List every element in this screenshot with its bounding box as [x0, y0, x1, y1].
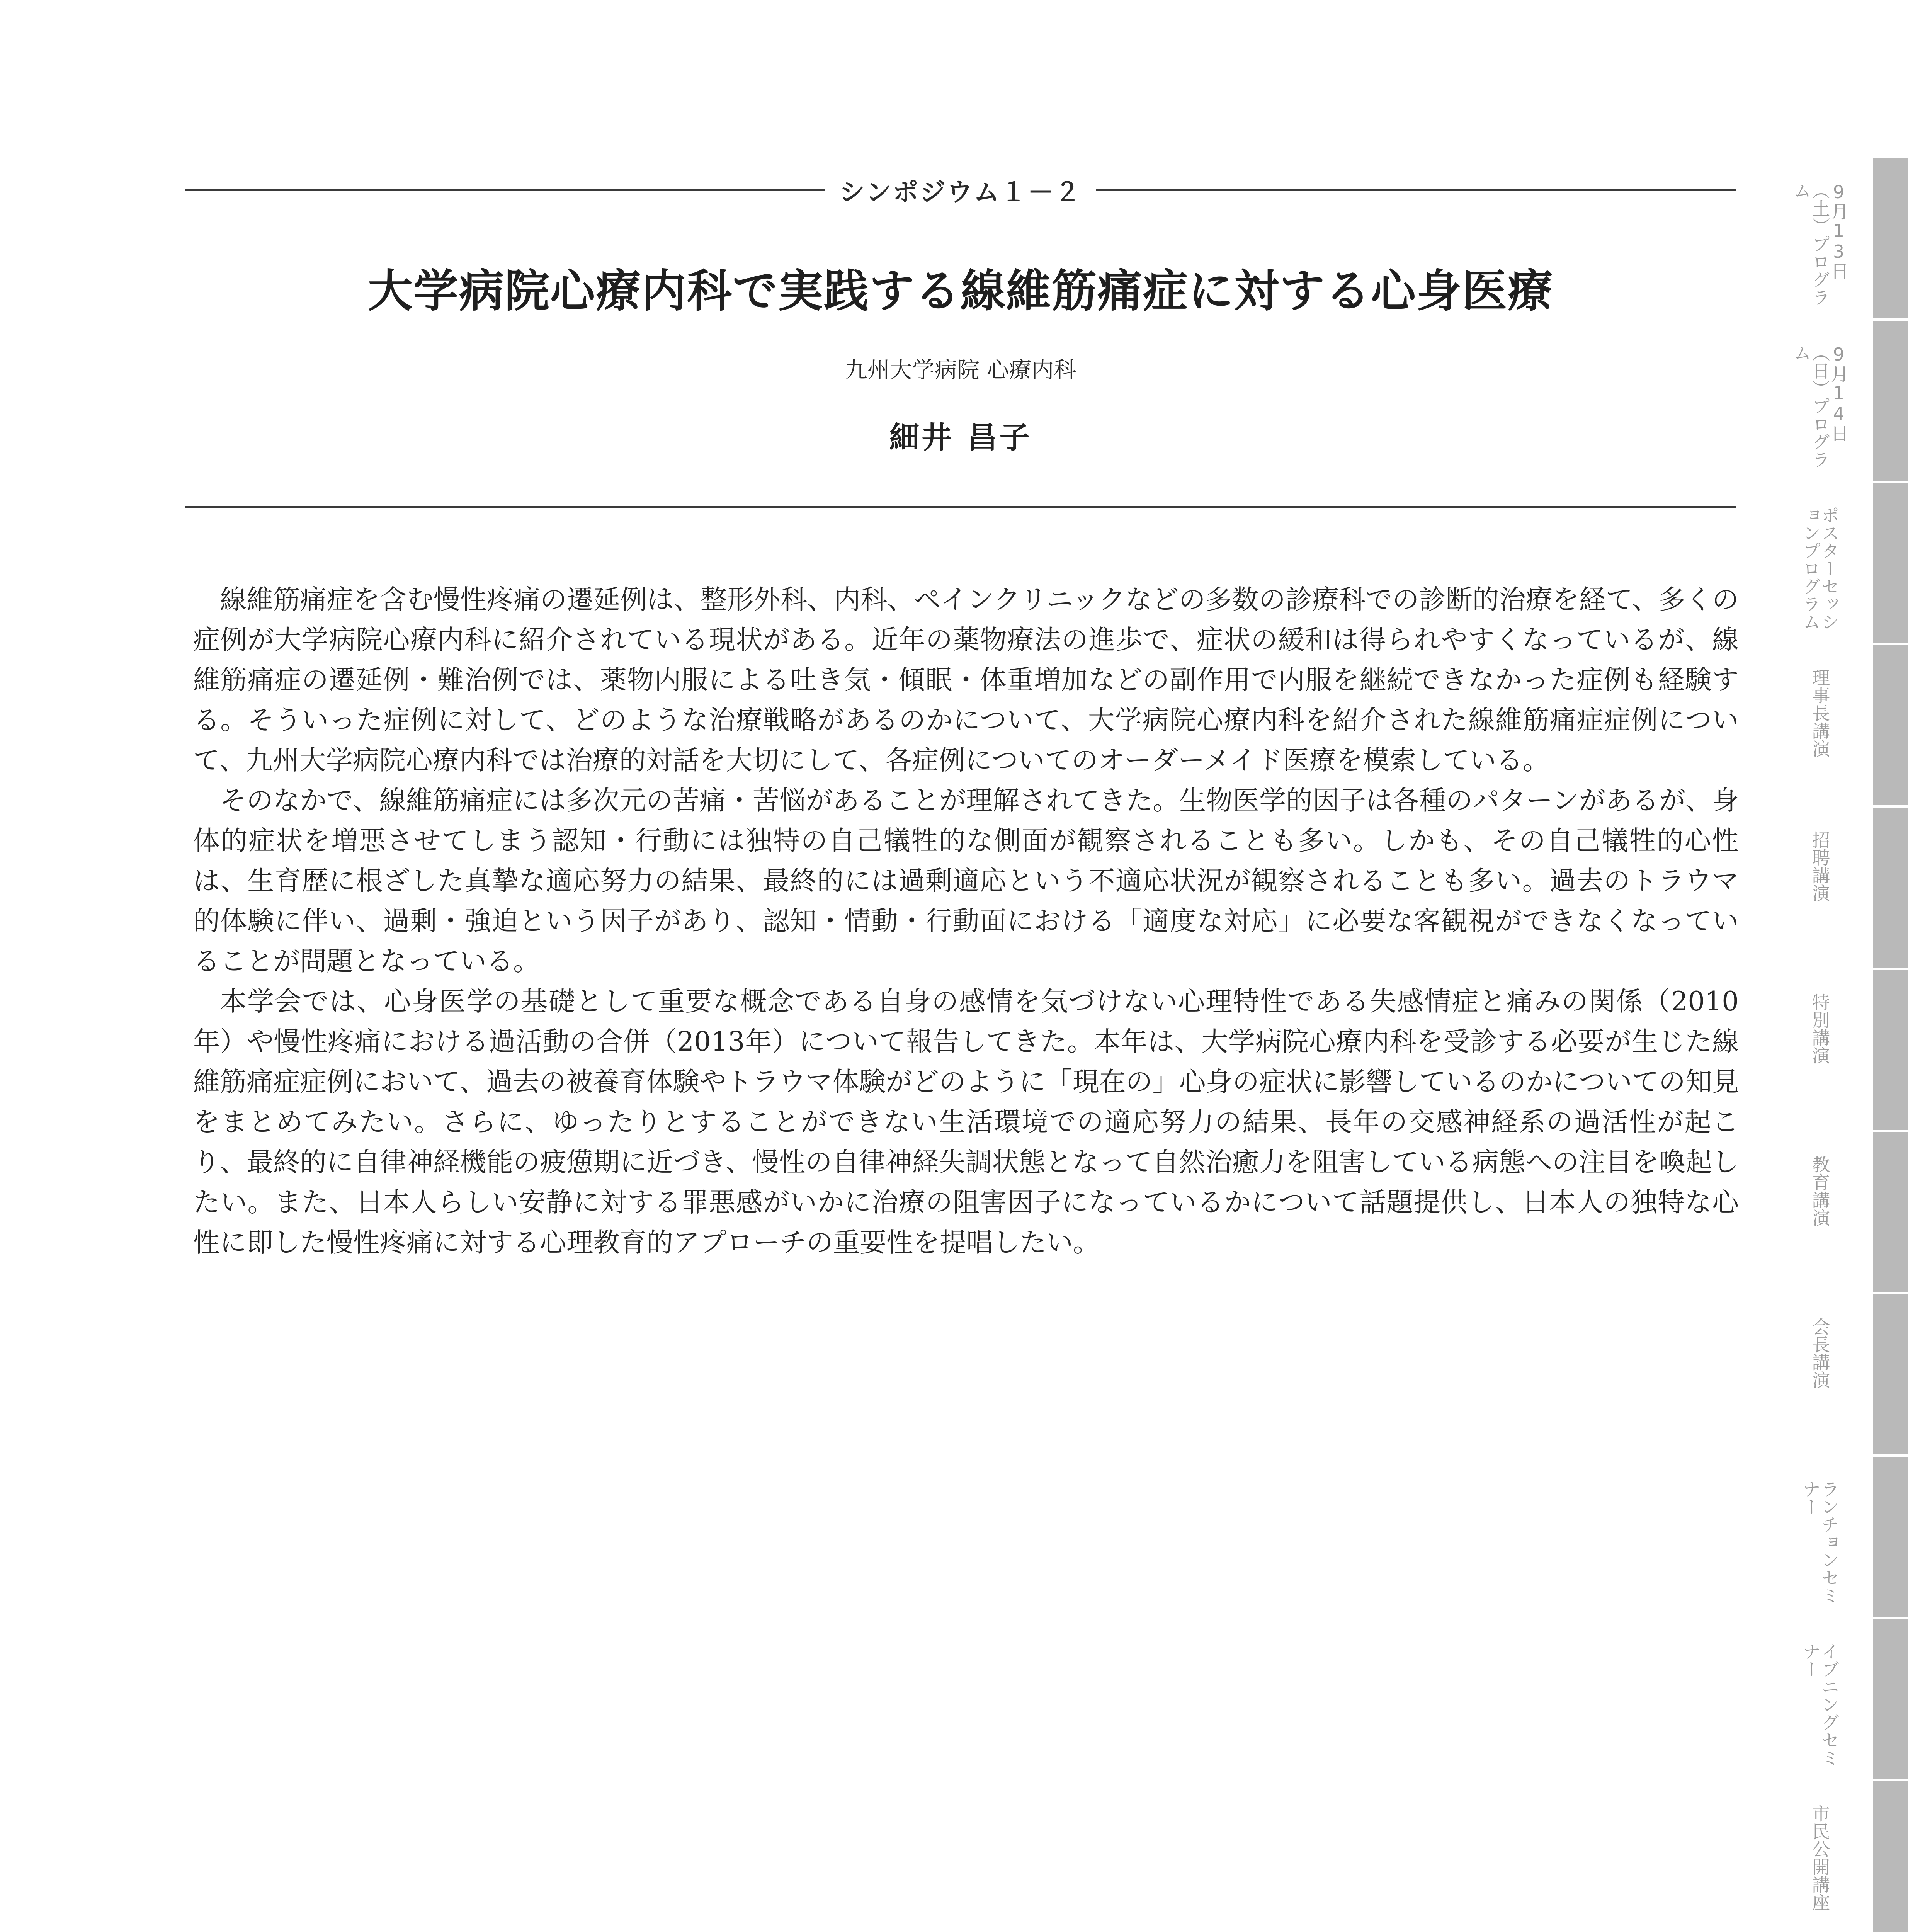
tab-bar: [1873, 483, 1908, 645]
author-affiliation: 九州大学病院 心療内科: [845, 357, 1076, 383]
tab-label: ランチョンセミナー: [1800, 1480, 1840, 1604]
session-label: シンポジウム１－２: [839, 177, 1082, 207]
tab-label: ポスターセッションプログラム: [1800, 506, 1840, 631]
session-header: [185, 172, 1736, 207]
author-name: 細井 昌子: [889, 420, 1032, 455]
page-title: 大学病院心療内科で実践する線維筋痛症に対する心身医療: [368, 265, 1553, 317]
tab-chairman-lecture[interactable]: [1750, 645, 1908, 808]
tab-bar: [1873, 970, 1908, 1132]
paragraph-2: そのなかで、線維筋痛症には多次元の苦痛・苦悩があることが理解されてきた。生物医学的因子は各種のパターンがあるが、身体的症状を増悪させてしまう認知・行動には独特の自己犠牲的な側面が観察されることも多い。しかも、その自己犠牲的心性は、生育歴に根ざした真摯な適応努力の結果、最終的には過剰適応という不適応状況が観察されることも多い。過去のトラウマ的体験に伴い、過剰・強迫という因子があり、認知・情動・行動面における「適度な対応」に必要な客観視ができなくなっていることが問題となっている。: [193, 785, 1739, 977]
paragraph-3: 本学会では、心身医学の基礎として重要な概念である自身の感情を気づけない心理特性である失感情症と痛みの関係（2010年）や慢性疼痛における過活動の合併（2013年）について報告してきた。本年は、大学病院心療内科を受診する必要が生じた線維筋痛症症例において、過去の被養育体験やトラウマ体験がどのように「現在の」心身の症状に影響しているのかについての知見をまとめてみたい。さらに、ゆったりとすることができない生活環境での適応努力の結果、長年の交感神経系の過活性が起こり、最終的に自律神経機能の疲憊期に近づき、慢性の自律神経失調状態となって自然治癒力を阻害している病態への注目を喚起したい。また、日本人らしい安静に対する罪悪感がいかに治療の阻害因子になっているかについて話題提供し、日本人の独特な心性に即した慢性疼痛に対する心理教育的アプローチの重要性を提唱したい。: [193, 986, 1739, 1258]
tab-bar: [1873, 1294, 1908, 1457]
tab-label: 招聘講演: [1809, 831, 1831, 902]
tab-label: 市民公開講座: [1809, 1804, 1831, 1911]
paragraph-1: 線維筋痛症を含む慢性疼痛の遷延例は、整形外科、内科、ペインクリニックなどの多数の診療科での診断的治療を経て、多くの症例が大学病院心療内科に紹介されている現状がある。近年の薬物療法の進歩で、症状の緩和は得られやすくなっているが、線維筋痛症の遷延例・難治例では、薬物内服による吐き気・傾眠・体重増加などの副作用で内服を継続できなかった症例も経験する。そういった症例に対して、どのような治療戦略があるのかについて、大学病院心療内科を紹介された線維筋痛症症例について、九州大学病院心療内科では治療的対話を大切にして、各症例についてのオーダーメイド医療を模索している。: [193, 584, 1739, 776]
tab-bar: [1873, 1132, 1908, 1294]
tab-label: 会長講演: [1809, 1318, 1831, 1389]
tab-bar: [1873, 321, 1908, 483]
tab-evening-seminar[interactable]: [1750, 1619, 1908, 1781]
tab-bar: [1873, 1781, 1908, 1932]
header-rule-right: [1096, 189, 1736, 191]
tab-president-lecture[interactable]: [1750, 1294, 1908, 1457]
tab-poster-program[interactable]: [1750, 483, 1908, 645]
tab-label: 9月14日（日）プログラム: [1791, 344, 1849, 468]
tab-public-lecture[interactable]: [1750, 1781, 1908, 1932]
tab-label: イブニングセミナー: [1800, 1642, 1840, 1767]
header-rule-left: [185, 189, 825, 191]
tab-bar: [1873, 1619, 1908, 1781]
tab-bar: [1873, 808, 1908, 970]
tab-label: 理事長講演: [1809, 668, 1831, 757]
tab-bar: [1873, 158, 1908, 321]
abstract-body: [193, 580, 1739, 1263]
tab-luncheon-seminar[interactable]: [1750, 1457, 1908, 1619]
title-divider: [185, 506, 1736, 508]
tab-program-sep13[interactable]: [1750, 158, 1908, 321]
tab-label: 9月13日（土）プログラム: [1791, 182, 1849, 306]
tab-program-sep14[interactable]: [1750, 321, 1908, 483]
section-index-tabs: [1750, 0, 1908, 1932]
tab-bar: [1873, 645, 1908, 808]
tab-label: 教育講演: [1809, 1155, 1831, 1226]
tab-bar: [1873, 1457, 1908, 1619]
tab-special-lecture[interactable]: [1750, 970, 1908, 1132]
tab-educational-lecture[interactable]: [1750, 1132, 1908, 1294]
tab-label: 特別講演: [1809, 993, 1831, 1064]
tab-invited-lecture[interactable]: [1750, 808, 1908, 970]
